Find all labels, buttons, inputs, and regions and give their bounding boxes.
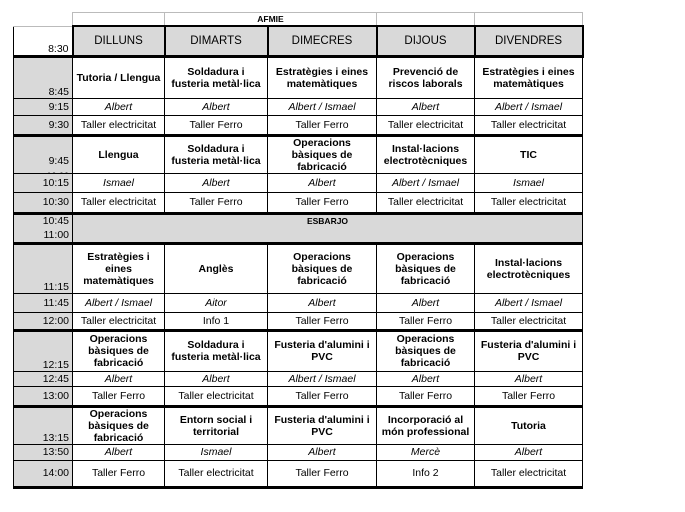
title-spacer xyxy=(73,13,165,27)
day-header: DILLUNS xyxy=(73,26,165,56)
teacher-cell: Ismael xyxy=(475,173,583,192)
break-time xyxy=(14,213,73,243)
teacher-cell: Albert xyxy=(73,444,165,460)
title-spacer xyxy=(14,13,73,27)
subject-cell: Estratègies i eines matemàtiques xyxy=(268,56,377,98)
place-cell: Taller electricitat xyxy=(475,312,583,330)
subject-cell: Estratègies i eines matemàtiques xyxy=(73,243,165,293)
place-cell: Taller Ferro xyxy=(165,192,268,213)
subject-cell: Instal·lacions electrotècniques xyxy=(377,135,475,173)
subject-cell: Fusteria d'alumini i PVC xyxy=(475,330,583,371)
start-time: 8:30 xyxy=(14,26,73,56)
place-time: 13:00 xyxy=(14,386,73,406)
subject-cell: Soldadura i fusteria metàl·lica xyxy=(165,330,268,371)
teacher-cell: Albert / Ismael xyxy=(268,98,377,115)
subject-cell: Tutoria / Llengua xyxy=(73,56,165,98)
subject-time xyxy=(14,135,73,173)
subject-cell: Incorporació al món professional xyxy=(377,406,475,444)
teacher-cell: Albert / Ismael xyxy=(475,98,583,115)
place-cell: Taller electricitat xyxy=(475,115,583,135)
place-cell: Taller electricitat xyxy=(73,192,165,213)
teacher-cell: Albert xyxy=(73,371,165,386)
teacher-cell: Aitor xyxy=(165,293,268,312)
subject-cell: Operacions bàsiques de fabricació xyxy=(73,406,165,444)
place-cell: Taller electricitat xyxy=(73,312,165,330)
subject-cell: Fusteria d'alumini i PVC xyxy=(268,330,377,371)
teacher-cell: Albert xyxy=(268,293,377,312)
teacher-time: 12:45 xyxy=(14,371,73,386)
teacher-cell: Albert xyxy=(165,173,268,192)
subject-cell: Instal·lacions electrotècniques xyxy=(475,243,583,293)
place-time: 10:30 xyxy=(14,192,73,213)
place-cell: Taller Ferro xyxy=(377,386,475,406)
subject-cell: Operacions bàsiques de fabricació xyxy=(268,243,377,293)
teacher-time: 13:50 xyxy=(14,444,73,460)
teacher-cell: Albert xyxy=(475,444,583,460)
place-cell: Taller Ferro xyxy=(73,386,165,406)
teacher-cell: Albert / Ismael xyxy=(73,293,165,312)
teacher-cell: Albert xyxy=(268,173,377,192)
subject-cell: Anglès xyxy=(165,243,268,293)
day-header: DIMARTS xyxy=(165,26,268,56)
place-cell: Taller Ferro xyxy=(165,115,268,135)
teacher-cell: Albert xyxy=(165,98,268,115)
teacher-time: 11:45 xyxy=(14,293,73,312)
schedule-body xyxy=(14,13,583,488)
place-cell: Taller Ferro xyxy=(475,386,583,406)
teacher-cell: Ismael xyxy=(165,444,268,460)
title-spacer xyxy=(377,13,475,27)
teacher-cell: Albert xyxy=(377,98,475,115)
place-cell: Taller electricitat xyxy=(165,386,268,406)
subject-cell: Tutoria xyxy=(475,406,583,444)
subject-cell: Operacions bàsiques de fabricació xyxy=(73,330,165,371)
place-cell: Info 2 xyxy=(377,460,475,487)
place-cell: Taller electricitat xyxy=(475,192,583,213)
subject-cell: Soldadura i fusteria metàl·lica xyxy=(165,56,268,98)
schedule-title: AFMIE xyxy=(165,13,377,27)
teacher-cell: Mercè xyxy=(377,444,475,460)
break-time-start: 10:45 xyxy=(42,214,69,227)
place-cell: Taller electricitat xyxy=(475,460,583,487)
day-header: DIMECRES xyxy=(268,26,377,56)
subject-cell: Operacions bàsiques de fabricació xyxy=(268,135,377,173)
teacher-cell: Ismael xyxy=(73,173,165,192)
place-cell: Taller Ferro xyxy=(268,386,377,406)
subject-time: 11:15 xyxy=(14,243,73,293)
teacher-cell: Albert / Ismael xyxy=(475,293,583,312)
day-header: DIVENDRES xyxy=(475,26,583,56)
subject-cell: Soldadura i fusteria metàl·lica xyxy=(165,135,268,173)
teacher-cell: Albert xyxy=(165,371,268,386)
day-header: DIJOUS xyxy=(377,26,475,56)
place-cell: Info 1 xyxy=(165,312,268,330)
subject-cell: Operacions bàsiques de fabricació xyxy=(377,243,475,293)
subject-time: 8:45 xyxy=(14,56,73,98)
subject-cell: Estratègies i eines matemàtiques xyxy=(475,56,583,98)
subject-cell: TIC xyxy=(475,135,583,173)
teacher-cell: Albert / Ismael xyxy=(377,173,475,192)
subject-time: 12:15 xyxy=(14,330,73,371)
subject-cell: Fusteria d'alumini i PVC xyxy=(268,406,377,444)
place-cell: Taller Ferro xyxy=(268,460,377,487)
subject-time-label: 9:45 xyxy=(48,154,69,167)
subject-cell: Entorn social i territorial xyxy=(165,406,268,444)
teacher-cell: Albert xyxy=(475,371,583,386)
place-time: 14:00 xyxy=(14,460,73,487)
teacher-time: 9:15 xyxy=(14,98,73,115)
break-time-end: 11:00 xyxy=(43,228,69,241)
place-time: 12:00 xyxy=(14,312,73,330)
place-cell: Taller Ferro xyxy=(268,115,377,135)
subject-cell: Llengua xyxy=(73,135,165,173)
teacher-cell: Albert xyxy=(377,371,475,386)
subject-cell: Prevenció de riscos laborals xyxy=(377,56,475,98)
place-cell: Taller Ferro xyxy=(268,192,377,213)
place-cell: Taller electricitat xyxy=(165,460,268,487)
place-cell: Taller electricitat xyxy=(73,115,165,135)
title-spacer xyxy=(475,13,583,27)
place-cell: Taller Ferro xyxy=(73,460,165,487)
place-cell: Taller Ferro xyxy=(377,312,475,330)
teacher-cell: Albert xyxy=(377,293,475,312)
place-cell: Taller electricitat xyxy=(377,192,475,213)
teacher-cell: Albert xyxy=(73,98,165,115)
break-label: ESBARJO xyxy=(73,213,583,243)
place-cell: Taller Ferro xyxy=(268,312,377,330)
teacher-cell: Albert / Ismael xyxy=(268,371,377,386)
schedule-table xyxy=(13,12,584,489)
subject-cell: Operacions bàsiques de fabricació xyxy=(377,330,475,371)
place-cell: Taller electricitat xyxy=(377,115,475,135)
subject-time: 13:15 xyxy=(14,406,73,444)
teacher-cell: Albert xyxy=(268,444,377,460)
place-time: 9:30 xyxy=(14,115,73,135)
teacher-time: 10:15 xyxy=(14,173,73,192)
